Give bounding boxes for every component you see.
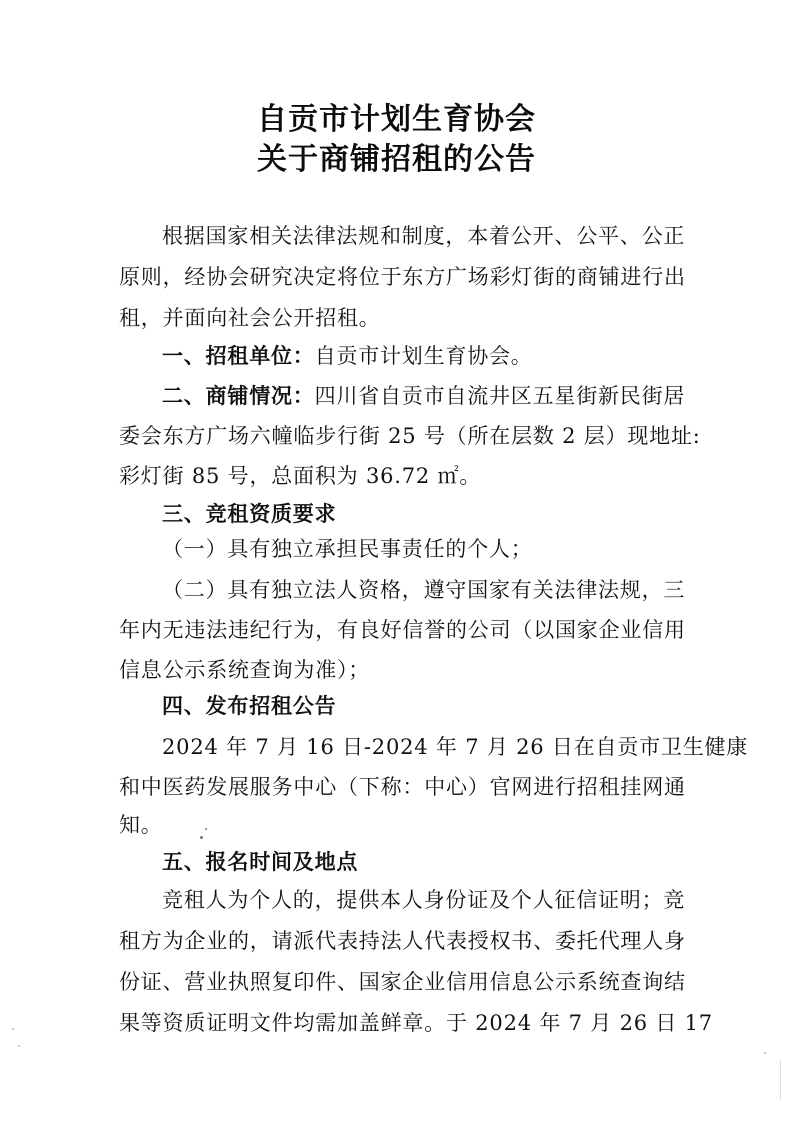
- section-1-label: 一、招租单位：: [162, 343, 315, 368]
- intro-line-3: 租，并面向社会公开招租。: [119, 306, 381, 330]
- scan-speck: [18, 1045, 20, 1047]
- section-2-text-1: 四川省自贡市自流井区五星街新民街居: [314, 384, 686, 408]
- section-2-line-3: 彩灯街 85 号，总面积为 36.72 ㎡。: [119, 464, 482, 488]
- section-5-line-1: 竞租人为个人的，提供本人身份证及个人征信证明；竞: [162, 888, 686, 912]
- section-4-line-3: 知。: [119, 813, 163, 837]
- scan-edge-mark: [780, 1060, 781, 1100]
- scan-speck: [12, 1028, 14, 1030]
- section-4-line-2: 和中医药发展服务中心（下称：中心）官网进行招租挂网通: [119, 775, 686, 799]
- section-3-heading: 三、竞租资质要求: [162, 501, 337, 526]
- section-5-line-3: 份证、营业执照复印件、国家企业信用信息公示系统查询结: [119, 970, 686, 994]
- section-3-item-2-line-2: 年内无违法违纪行为，有良好信誉的公司（以国家企业信用: [119, 618, 686, 642]
- scan-speck: [205, 828, 207, 830]
- section-4-line-1: 2024 年 7 月 16 日-2024 年 7 月 26 日在自贡市卫生健康: [162, 735, 749, 759]
- intro-line-2: 原则，经协会研究决定将位于东方广场彩灯街的商铺进行出: [119, 265, 686, 289]
- scan-speck: [764, 1052, 766, 1054]
- section-1-text: 自贡市计划生育协会。: [314, 344, 533, 368]
- document-title-line-2: 关于商铺招租的公告: [257, 142, 536, 177]
- section-4-heading: 四、发布招租公告: [162, 693, 337, 718]
- scan-speck: [200, 836, 203, 839]
- section-5-heading: 五、报名时间及地点: [162, 849, 359, 874]
- section-3-item-2-line-1: （二）具有独立法人资格，遵守国家有关法律法规，三: [162, 578, 686, 602]
- section-5-line-2: 租方为企业的，请派代表持法人代表授权书、委托代理人身: [119, 929, 686, 953]
- section-2-line-1: [162, 382, 686, 410]
- intro-line-1: 根据国家相关法律法规和制度，本着公开、公平、公正: [162, 224, 686, 248]
- section-2-label: 二、商铺情况：: [162, 383, 315, 408]
- section-1: [162, 342, 533, 370]
- section-3-item-1: （一）具有独立承担民事责任的个人；: [162, 537, 533, 561]
- section-5-line-4: 果等资质证明文件均需加盖鲜章。于 2024 年 7 月 26 日 17: [119, 1011, 713, 1035]
- section-2-line-2: 委会东方广场六幢临步行街 25 号（所在层数 2 层）现地址:: [119, 424, 701, 448]
- document-title-line-1: 自贡市计划生育协会: [257, 102, 536, 137]
- section-3-item-2-line-3: 信息公示系统查询为准）；: [119, 658, 371, 682]
